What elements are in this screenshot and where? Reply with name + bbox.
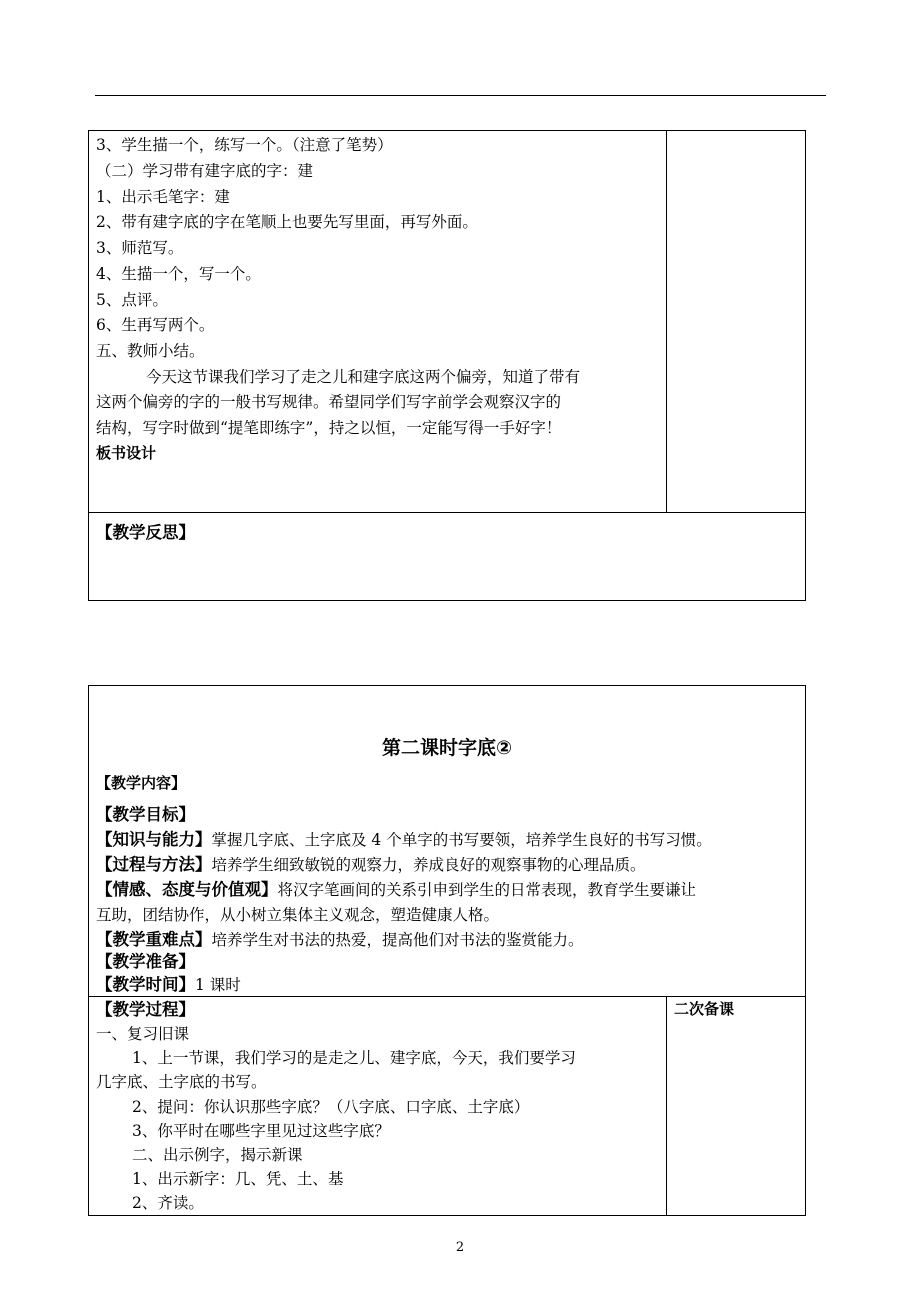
t2-proc-line-1: 一、复习旧课 (96, 1025, 190, 1043)
time-text: 1 课时 (195, 976, 241, 994)
knowledge-label: 【知识与能力】 (96, 830, 212, 849)
t2-proc-line-2: 1、上一节课，我们学习的是走之儿、建字底，今天，我们要学习 (132, 1049, 576, 1067)
table-2-column-divider (666, 996, 667, 1216)
t1-line-2: （二）学习带有建字底的字：建 (96, 162, 314, 180)
page-number: 2 (455, 1240, 465, 1255)
t2-proc-line-8: 2、齐读。 (132, 1194, 204, 1212)
emotion-text-2: 互助，团结协作，从小树立集体主义观念，塑造健康人格。 (96, 906, 500, 924)
t1-line-4: 2、带有建字底的字在笔顺上也要先写里面，再写外面。 (96, 213, 478, 231)
knowledge-text: 掌握几字底、土字底及 4 个单字的书写要领，培养学生良好的书写习惯。 (211, 831, 712, 849)
process-label: 【过程与方法】 (96, 855, 212, 874)
t2-proc-line-5: 3、你平时在哪些字里见过这些字底？ (132, 1122, 390, 1140)
reflection-label: 【教学反思】 (96, 523, 195, 542)
t2-proc-line-6: 二、出示例字，揭示新课 (132, 1146, 303, 1164)
t1-line-12: 结构，写字时做到“提笔即练字”，持之以恒，一定能写得一手好字！ (96, 419, 562, 437)
procedure-label: 【教学过程】 (96, 1000, 195, 1019)
t2-proc-line-7: 1、出示新字：几、凭、土、基 (132, 1170, 344, 1188)
emotion-text-1: 将汉字笔画间的关系引申到学生的日常表现，教育学生要谦让 (277, 881, 697, 899)
t2-proc-line-4: 2、提问：你认识那些字底？（八字底、口字底、土字底） (132, 1098, 530, 1116)
emotion-row (96, 880, 696, 900)
board-design-label: 板书设计 (96, 444, 157, 462)
knowledge-row (96, 830, 712, 850)
t1-line-8: 6、生再写两个。 (96, 316, 215, 334)
t1-line-11: 这两个偏旁的字的一般书写规律。希望同学们写字前学会观察汉字的 (96, 393, 562, 411)
table-1-row-divider (88, 512, 806, 513)
key-text: 培养学生对书法的热爱，提高他们对书法的鉴赏能力。 (211, 931, 584, 949)
t1-line-1: 3、学生描一个，练写一个。（注意了笔势） (96, 136, 393, 154)
content-label: 【教学内容】 (96, 774, 187, 792)
process-text: 培养学生细致敏锐的观察力，养成良好的观察事物的心理品质。 (211, 856, 646, 874)
t2-proc-line-3: 几字底、土字底的书写。 (96, 1073, 267, 1091)
prep-label: 【教学准备】 (96, 952, 195, 971)
time-label: 【教学时间】 (96, 975, 195, 994)
second-prep-label: 二次备课 (674, 1000, 735, 1018)
header-rule (95, 95, 826, 96)
goal-label: 【教学目标】 (96, 805, 195, 824)
t1-line-10: 今天这节课我们学习了走之儿和建字底这两个偏旁，知道了带有 (146, 368, 581, 386)
t1-line-5: 3、师范写。 (96, 239, 184, 257)
process-row (96, 855, 646, 875)
t1-line-3: 1、出示毛笔字：建 (96, 188, 230, 206)
emotion-label: 【情感、态度与价值观】 (96, 880, 278, 899)
lesson-title: 第二课时字底② (381, 737, 513, 759)
t1-line-9: 五、教师小结。 (96, 342, 205, 360)
table-2-row-divider (88, 996, 806, 997)
t1-line-6: 4、生描一个，写一个。 (96, 265, 261, 283)
t1-line-7: 5、点评。 (96, 291, 168, 309)
time-row (96, 975, 241, 995)
key-label: 【教学重难点】 (96, 930, 212, 949)
table-1-column-divider (666, 130, 667, 513)
key-row (96, 930, 584, 950)
